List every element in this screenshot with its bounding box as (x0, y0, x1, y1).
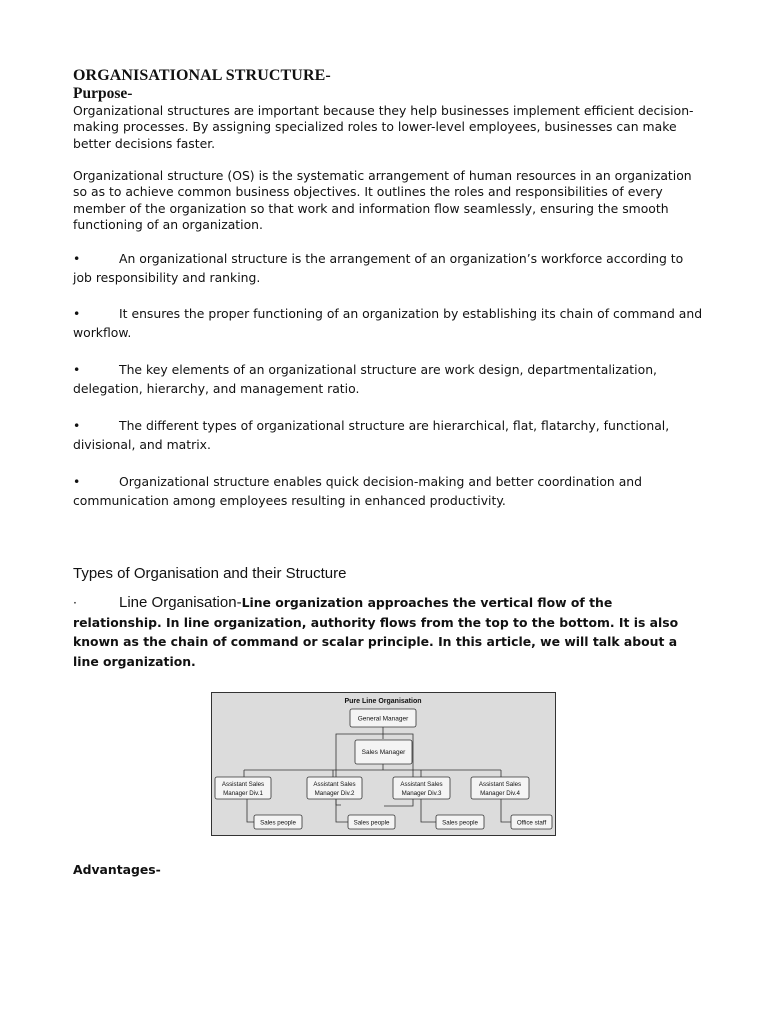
bullet-text: The different types of organizational structure are hierarchical, flat, flatarchy, functional, divisional, and matrix. (73, 418, 670, 452)
bullet-text: Organizational structure enables quick decision-making and better coordination and communication among employees resulting in enhanced productivity. (73, 474, 643, 508)
assistant-label-line1: Assistant Sales (221, 781, 265, 788)
bullet-text: It ensures the proper functioning of an organization by establishing its chain of command and workflow. (73, 306, 703, 340)
advantages-heading: Advantages- (73, 862, 161, 877)
purpose-heading: Purpose- (73, 85, 133, 102)
bullet-item (73, 249, 703, 287)
line-organisation-text: Line organization approaches the vertical flow of the relationship. In line organization, authority flows from the top to the bottom. It is also known as the chain of command or scalar principle. In this article, we will talk about a line organization. (73, 595, 679, 669)
assistant-label-line2: Manager Div.4 (480, 790, 520, 797)
assistant-label-line2: Manager Div.2 (314, 790, 355, 797)
staff-label: Sales people (260, 819, 296, 827)
org-chart-svg (211, 692, 556, 836)
staff-label: Sales people (353, 819, 390, 827)
bullet-icon: • (73, 306, 81, 321)
bullet-item (73, 472, 703, 510)
bullet-item (73, 360, 703, 398)
bullet-icon: • (73, 362, 81, 377)
assistant-label-line1: Assistant Sales (478, 781, 522, 788)
assistant-label-line2: Manager Div.3 (401, 790, 442, 797)
sales-manager-label: Sales Manager (361, 749, 406, 756)
paragraph-purpose: Organizational structures are important because they help businesses implement efficient decision-making processes. By assigning specialized roles to lower-level employees, businesses can make better decisions faster. (73, 103, 694, 151)
bullet-item (73, 416, 703, 454)
chart-title: Pure Line Organisation (344, 698, 422, 705)
assistant-label-line1: Assistant Sales (400, 781, 443, 788)
staff-label: Office staff (516, 819, 547, 827)
bullet-icon: • (73, 251, 81, 266)
section-heading: Types of Organisation and their Structure (73, 565, 347, 582)
bullet-icon: • (73, 474, 81, 489)
staff-label: Sales people (442, 819, 478, 827)
paragraph-definition: Organizational structure (OS) is the systematic arrangement of human resources in an organization so as to achieve common business objectives. It outlines the roles and responsibilities of every member of the organization so that work and information flow seamlessly, ensuring the smooth functioning of an organization. (73, 168, 692, 232)
bullet-item (73, 304, 703, 342)
bullet-text: An organizational structure is the arrangement of an organization’s workforce according to job responsibility and ranking. (73, 251, 684, 285)
assistant-label-line2: Manager Div.1 (223, 790, 263, 797)
org-chart-image (211, 692, 556, 836)
general-manager-label: General Manager (357, 715, 409, 723)
middle-dot-icon: · (73, 595, 77, 610)
assistant-label-line1: Assistant Sales (313, 781, 356, 788)
bullet-icon: • (73, 418, 81, 433)
line-organisation-paragraph (73, 593, 703, 671)
bullet-text: The key elements of an organizational structure are work design, departmentalization, delegation, hierarchy, and management ratio. (73, 362, 657, 396)
line-organisation-heading: Line Organisation- (119, 594, 242, 611)
document-title: ORGANISATIONAL STRUCTURE- (73, 67, 331, 84)
